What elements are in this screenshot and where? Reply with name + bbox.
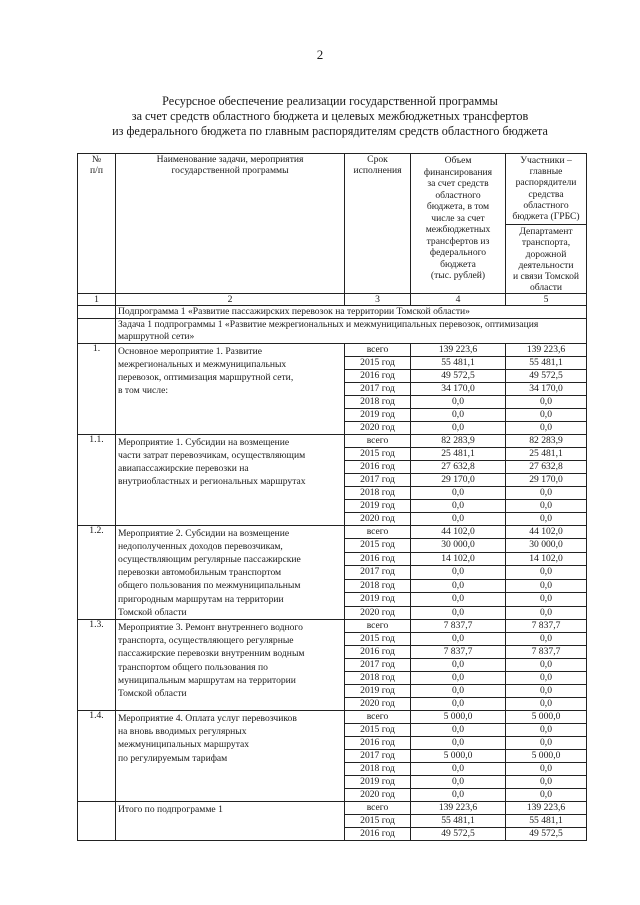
header-row: [78, 154, 587, 294]
title-line: Ресурсное обеспечение реализации государственной программы: [162, 94, 498, 108]
funding-cell: 25 481,1: [411, 447, 506, 460]
item-name-line: транспортом общего пользования по: [118, 661, 268, 673]
grbs-cell: 0,0: [506, 486, 587, 499]
period-cell: 2019 год: [345, 593, 411, 606]
header-funding-line: финансирования: [423, 166, 493, 178]
table-row: [78, 620, 587, 633]
item-name-line: пассажирские перевозки внутренним водным: [118, 648, 305, 660]
period-cell: 2015 год: [345, 815, 411, 828]
grbs-cell: 5 000,0: [506, 711, 587, 724]
grbs-cell: 0,0: [506, 408, 587, 421]
grbs-cell: 0,0: [506, 672, 587, 685]
period-cell: 2017 год: [345, 473, 411, 486]
grbs-cell: 55 481,1: [506, 356, 587, 369]
item-name-line: авиапассажирские перевозки на: [118, 463, 249, 475]
item-name-line: недополученных доходов перевозчикам,: [118, 540, 283, 552]
table-row: [78, 802, 587, 815]
period-cell: всего: [345, 525, 411, 538]
grbs-cell: 0,0: [506, 499, 587, 512]
period-cell: 2015 год: [345, 447, 411, 460]
header-funding-line: федерального: [429, 247, 487, 258]
period-cell: 2020 год: [345, 698, 411, 711]
grbs-cell: 0,0: [506, 593, 587, 606]
subprogram-row: [78, 306, 587, 319]
period-cell: 2020 год: [345, 606, 411, 620]
header-name: [116, 154, 345, 294]
period-cell: 2018 год: [345, 579, 411, 592]
period-cell: 2017 год: [345, 566, 411, 579]
item-name-line: на вновь вводимых регулярных: [118, 726, 247, 738]
grbs-cell: 0,0: [506, 659, 587, 672]
period-cell: всего: [345, 343, 411, 356]
item-name-line: пригородным маршрутам на территории: [118, 593, 284, 605]
item-number: [78, 802, 116, 841]
period-cell: 2020 год: [345, 512, 411, 525]
column-number-row: [78, 294, 587, 306]
column-number: 5: [506, 294, 587, 306]
period-cell: всего: [345, 802, 411, 815]
header-period: [345, 154, 411, 294]
table-row: [78, 343, 587, 356]
item-name-line: Мероприятие 2. Субсидии на возмещение: [118, 527, 290, 539]
header-grbs-line: распорядители: [515, 177, 577, 189]
header-name-line: Наименование задачи, мероприятия: [156, 154, 304, 165]
item-name-text: [118, 711, 342, 765]
column-number: 1: [78, 294, 116, 306]
item-name: [116, 711, 345, 802]
item-name-line: Мероприятие 1. Субсидии на возмещение: [118, 436, 290, 448]
item-name: [116, 434, 345, 525]
grbs-cell: 0,0: [506, 633, 587, 646]
grbs-cell: 29 170,0: [506, 473, 587, 486]
funding-cell: 82 283,9: [411, 434, 506, 447]
grbs-cell: 55 481,1: [506, 815, 587, 828]
period-cell: всего: [345, 711, 411, 724]
header-grbs-line: Участники –: [520, 155, 572, 166]
item-name-line: в том числе:: [118, 385, 169, 397]
item-name-line: транспорта, осуществляющего регулярные: [118, 635, 294, 647]
grbs-cell: 7 837,7: [506, 620, 587, 633]
funding-cell: 0,0: [411, 579, 506, 592]
header-funding-line: за счет средств: [427, 178, 489, 189]
item-number: 1.: [78, 343, 116, 434]
item-name-line: межмуниципальных маршрутах: [118, 739, 250, 751]
column-number: 2: [116, 294, 345, 306]
grbs-cell: 49 572,5: [506, 828, 587, 841]
header-funding-line: областного: [435, 189, 481, 201]
period-cell: 2017 год: [345, 659, 411, 672]
header-num-line: п/п: [90, 165, 103, 177]
grbs-cell: 5 000,0: [506, 750, 587, 763]
funding-cell: 0,0: [411, 672, 506, 685]
header-grbs-line: бюджета (ГРБС): [512, 211, 580, 223]
title-line: за счет средств областного бюджета и целевых межбюджетных трансфертов: [131, 109, 529, 123]
grbs-cell: 14 102,0: [506, 552, 587, 565]
item-name-text: [118, 435, 342, 489]
grbs-cell: 0,0: [506, 606, 587, 620]
item-name: [116, 525, 345, 619]
header-funding-line: числе за счет: [431, 212, 485, 224]
page-number: 2: [316, 47, 324, 62]
item-name: [116, 620, 345, 711]
grbs-cell: 139 223,6: [506, 343, 587, 356]
grbs-cell: 0,0: [506, 789, 587, 802]
funding-cell: 0,0: [411, 421, 506, 434]
grbs-cell: 0,0: [506, 395, 587, 408]
item-name: [116, 343, 345, 434]
header-funding-line: Объем: [444, 155, 472, 166]
header-grbs-department-line: Департамент: [519, 226, 573, 238]
header-num: [78, 154, 116, 294]
grbs-cell: 25 481,1: [506, 447, 587, 460]
funding-cell: 0,0: [411, 776, 506, 789]
item-name-line: муниципальным маршрутам на территории: [118, 674, 296, 686]
header-grbs-department-line: деятельности: [518, 259, 574, 271]
grbs-cell: 27 632,8: [506, 460, 587, 473]
period-cell: 2016 год: [345, 552, 411, 565]
item-name-text: [118, 344, 342, 398]
header-grbs-department-line: дорожной: [525, 248, 567, 260]
period-cell: 2016 год: [345, 646, 411, 659]
header-funding-line: бюджета: [440, 258, 476, 270]
funding-cell: 49 572,5: [411, 369, 506, 382]
grbs-cell: 0,0: [506, 776, 587, 789]
grbs-cell: 139 223,6: [506, 802, 587, 815]
funding-cell: 0,0: [411, 633, 506, 646]
period-cell: 2020 год: [345, 421, 411, 434]
header-name-line: государственной программы: [171, 165, 289, 177]
funding-cell: 0,0: [411, 499, 506, 512]
item-number: 1.4.: [78, 711, 116, 802]
funding-cell: 0,0: [411, 685, 506, 698]
item-name-line: Томской области: [118, 688, 187, 700]
item-name-line: Томской области: [118, 606, 187, 618]
funding-cell: 14 102,0: [411, 552, 506, 565]
item-name-line: Основное мероприятие 1. Развитие: [118, 345, 262, 357]
item-name-line: межрегиональных и межмуниципальных: [118, 358, 287, 370]
period-cell: 2020 год: [345, 789, 411, 802]
table-row: [78, 525, 587, 538]
grbs-cell: 7 837,7: [506, 646, 587, 659]
period-cell: 2018 год: [345, 763, 411, 776]
funding-cell: 30 000,0: [411, 539, 506, 552]
funding-cell: 0,0: [411, 486, 506, 499]
funding-cell: 139 223,6: [411, 343, 506, 356]
funding-cell: 0,0: [411, 395, 506, 408]
document-title: [60, 94, 600, 139]
funding-cell: 0,0: [411, 659, 506, 672]
header-funding-line: (тыс. рублей): [430, 270, 486, 281]
period-cell: 2015 год: [345, 724, 411, 737]
item-name-line: Итого по подпрограмме 1: [118, 804, 223, 816]
item-name-line: внутриобластных и региональных маршрутах: [118, 476, 306, 488]
grbs-cell: 0,0: [506, 724, 587, 737]
funding-cell: 0,0: [411, 763, 506, 776]
header-funding-line: бюджета, в том: [426, 201, 490, 212]
period-cell: 2015 год: [345, 633, 411, 646]
period-cell: 2018 год: [345, 395, 411, 408]
grbs-cell: 0,0: [506, 685, 587, 698]
item-number: 1.2.: [78, 525, 116, 619]
item-name-line: перевозки автомобильным транспортом: [118, 567, 282, 579]
header-period-line: Срок: [367, 154, 388, 165]
item-name-line: Мероприятие 4. Оплата услуг перевозчиков: [118, 713, 297, 725]
grbs-cell: 82 283,9: [506, 434, 587, 447]
resource-table: [77, 153, 587, 841]
grbs-cell: 0,0: [506, 579, 587, 592]
column-number: 4: [411, 294, 506, 306]
item-name-line: общего пользования по межмуниципальным: [118, 580, 301, 592]
period-cell: 2016 год: [345, 369, 411, 382]
period-cell: 2016 год: [345, 828, 411, 841]
grbs-cell: 0,0: [506, 512, 587, 525]
item-number: 1.1.: [78, 434, 116, 525]
header-funding-line: трансфертов из: [426, 235, 490, 247]
period-cell: 2017 год: [345, 382, 411, 395]
header-grbs-department-line: области: [529, 282, 563, 294]
subprogram-title: Подпрограмма 1 «Развитие пассажирских перевозок на территории Томской области»: [116, 306, 587, 319]
item-name-line: осуществляющим регулярные пассажирские: [118, 554, 301, 566]
header-funding-line: межбюджетных: [425, 224, 491, 235]
grbs-cell: 49 572,5: [506, 369, 587, 382]
period-cell: 2019 год: [345, 499, 411, 512]
grbs-cell: 34 170,0: [506, 382, 587, 395]
funding-cell: 7 837,7: [411, 620, 506, 633]
funding-cell: 55 481,1: [411, 815, 506, 828]
header-grbs-department-line: транспорта,: [521, 237, 571, 249]
period-cell: 2016 год: [345, 460, 411, 473]
item-name: [116, 802, 345, 841]
funding-cell: 0,0: [411, 408, 506, 421]
item-name-text: [118, 620, 342, 700]
funding-cell: 44 102,0: [411, 525, 506, 538]
period-cell: 2016 год: [345, 737, 411, 750]
grbs-cell: 0,0: [506, 566, 587, 579]
period-cell: 2018 год: [345, 486, 411, 499]
title-line: из федерального бюджета по главным распорядителям средств областного бюджета: [112, 124, 548, 138]
header-num-line: №: [91, 154, 102, 165]
funding-cell: 0,0: [411, 512, 506, 525]
funding-cell: 0,0: [411, 698, 506, 711]
header-grbs-line: главные: [529, 166, 563, 178]
item-name-line: Мероприятие 3. Ремонт внутреннего водного: [118, 622, 303, 634]
column-number: 3: [345, 294, 411, 306]
funding-cell: 139 223,6: [411, 802, 506, 815]
item-name-text: [118, 802, 342, 816]
period-cell: 2015 год: [345, 356, 411, 369]
funding-cell: 0,0: [411, 724, 506, 737]
funding-cell: 0,0: [411, 606, 506, 620]
funding-cell: 5 000,0: [411, 711, 506, 724]
item-name-line: по регулируемым тарифам: [118, 752, 228, 764]
table-row: [78, 434, 587, 447]
funding-cell: 34 170,0: [411, 382, 506, 395]
item-name-line: части затрат перевозчикам, осуществляющим: [118, 449, 306, 461]
funding-cell: 7 837,7: [411, 646, 506, 659]
period-cell: всего: [345, 620, 411, 633]
funding-cell: 55 481,1: [411, 356, 506, 369]
funding-cell: 0,0: [411, 789, 506, 802]
funding-cell: 0,0: [411, 566, 506, 579]
item-name-line: перевозок, оптимизация маршрутной сети,: [118, 372, 294, 384]
period-cell: 2019 год: [345, 408, 411, 421]
period-cell: 2019 год: [345, 776, 411, 789]
header-grbs-department-line: и связи Томской: [512, 271, 580, 283]
grbs-cell: 44 102,0: [506, 525, 587, 538]
funding-cell: 49 572,5: [411, 828, 506, 841]
header-period-line: исполнения: [353, 165, 402, 177]
grbs-cell: 0,0: [506, 737, 587, 750]
period-cell: 2018 год: [345, 672, 411, 685]
grbs-cell: 30 000,0: [506, 539, 587, 552]
header-funding: [411, 154, 506, 294]
grbs-cell: 0,0: [506, 698, 587, 711]
period-cell: 2015 год: [345, 539, 411, 552]
funding-cell: 5 000,0: [411, 750, 506, 763]
period-cell: 2017 год: [345, 750, 411, 763]
period-cell: 2019 год: [345, 685, 411, 698]
funding-cell: 0,0: [411, 737, 506, 750]
item-name-text: [118, 526, 342, 619]
funding-cell: 27 632,8: [411, 460, 506, 473]
task-title: Задача 1 подпрограммы 1 «Развитие межрегиональных и межмуниципальных перевозок, оптимизация маршрутной сети»: [116, 319, 587, 343]
item-number: 1.3.: [78, 620, 116, 711]
header-grbs: [506, 154, 587, 294]
resource-table-body: [78, 154, 587, 841]
funding-cell: 0,0: [411, 593, 506, 606]
grbs-cell: 0,0: [506, 763, 587, 776]
table-row: [78, 711, 587, 724]
grbs-cell: 0,0: [506, 421, 587, 434]
funding-cell: 29 170,0: [411, 473, 506, 486]
period-cell: всего: [345, 434, 411, 447]
task-row: [78, 319, 587, 343]
header-grbs-line: средства областного: [523, 188, 569, 211]
